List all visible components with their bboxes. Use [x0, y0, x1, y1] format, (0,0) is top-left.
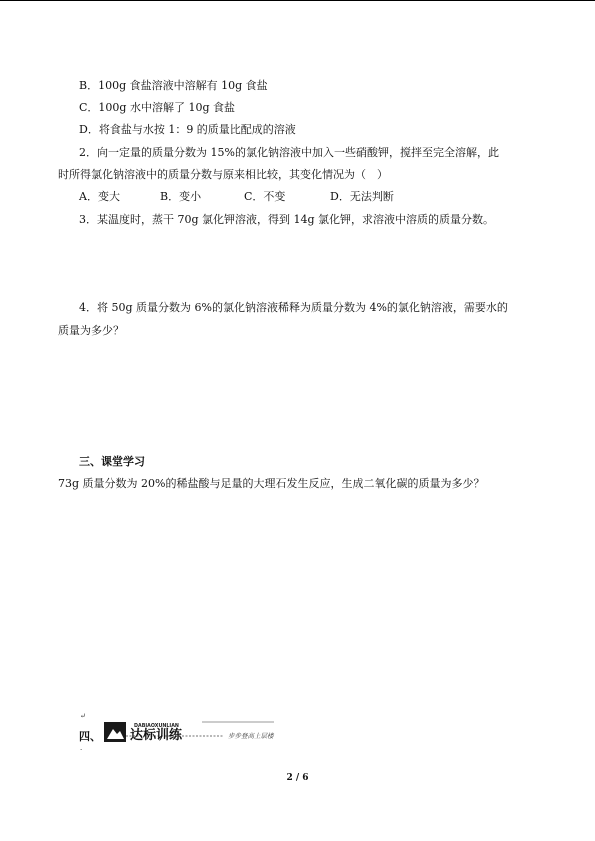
section-3-question: 73g 质量分数为 20%的稀盐酸与足量的大理石发生反应，生成二氧化碳的质量为多少？	[58, 477, 485, 490]
q3-text: 3．某温度时，蒸干 70g 氯化钾溶液，得到 14g 氯化钾，求溶液中溶质的质量分数。	[79, 213, 495, 226]
q1-option-b: B．100g 食盐溶液中溶解有 10g 食盐	[79, 79, 268, 92]
small-dot-mark: ·	[80, 746, 83, 754]
banner-title: 达标训练	[130, 728, 183, 743]
q2-option-d: D．无法判断	[330, 190, 394, 203]
q1-option-d: D．将食盐与水按 1：9 的质量比配成的溶液	[79, 123, 296, 136]
section-4-banner	[104, 720, 290, 744]
page-number: 2 / 6	[286, 773, 309, 783]
q4-line-1: 4．将 50g 质量分数为 6%的氯化钠溶液稀释为质量分数为 4%的氯化钠溶液，需要水的	[79, 301, 508, 314]
q4-line-2: 质量为多少？	[58, 324, 124, 337]
section-4-number: 四、	[79, 730, 101, 743]
q2-option-b: B．变小	[160, 190, 202, 203]
q2-line-1: 2．向一定量的质量分数为 15%的氯化钠溶液中加入一些硝酸钾，搅拌至完全溶解，此	[79, 146, 499, 159]
banner-slogan: 步步登高上层楼	[228, 732, 274, 740]
q1-option-c: C．100g 水中溶解了 10g 食盐	[79, 101, 235, 114]
header-rule	[0, 0, 595, 1]
section-3-heading: 三、课堂学习	[79, 455, 145, 468]
q2-line-2: 时所得氯化钠溶液中的质量分数与原来相比较，其变化情况为（ ）	[58, 168, 388, 181]
q2-option-a: A．变大	[79, 190, 120, 203]
banner-graphic	[104, 720, 290, 744]
q2-option-c: C．不变	[244, 190, 286, 203]
banner-pinyin: DABIAOXUNLIAN	[134, 724, 179, 729]
paragraph-mark-icon: ↵	[80, 712, 86, 720]
